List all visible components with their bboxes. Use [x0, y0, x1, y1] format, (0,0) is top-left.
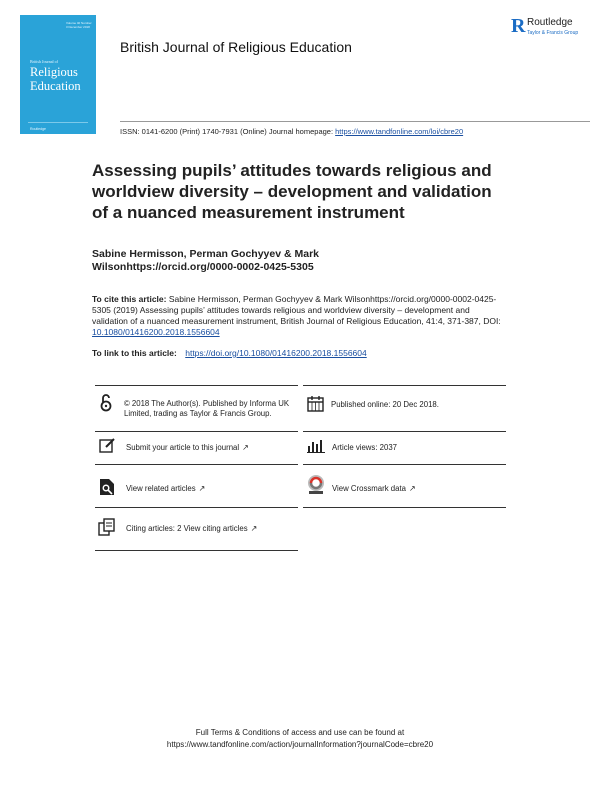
article-title: Assessing pupils’ attitudes towards religious and worldview diversity – development and validation of a nuanced measurement instrument [92, 161, 492, 222]
article-authors: Sabine Hermisson, Perman Gochyyev & Mark Wilsonhttps://orcid.org/0000-0002-0425-5305 [92, 248, 320, 273]
citing-articles-icon [98, 518, 116, 536]
journal-homepage-link[interactable]: https://www.tandfonline.com/loi/cbre20 [335, 127, 464, 136]
citation-doi-link[interactable]: 10.1080/01416200.2018.1556604 [92, 327, 220, 337]
article-link-label: To link to this article: [92, 348, 177, 358]
external-link-icon: ↗ [198, 484, 206, 493]
cover-title-line-1: Religious [30, 65, 78, 79]
journal-cover-image [20, 15, 96, 134]
citing-articles-label: Citing articles: 2 View citing articles [126, 524, 248, 533]
journal-title: British Journal of Religious Education [120, 39, 352, 55]
related-articles-label: View related articles [126, 484, 196, 493]
rule-right-1 [303, 385, 506, 386]
cover-issue-text: Volume 40 Number 3 December 2018 [66, 21, 92, 29]
citation-block [92, 294, 502, 338]
submit-article-link[interactable] [126, 443, 249, 453]
external-link-icon: ↗ [242, 443, 249, 452]
citation-label: To cite this article: [92, 294, 167, 304]
rule-right-4 [303, 507, 506, 508]
external-link-icon: ↗ [250, 524, 258, 533]
rule-left-2 [95, 431, 298, 432]
article-views: Article views: 2037 [332, 443, 398, 452]
cover-title [30, 65, 81, 93]
rule-right-3 [303, 464, 506, 465]
rule-left-1 [95, 385, 298, 386]
rule-left-5 [95, 550, 298, 551]
submit-article-label: Submit your article to this journal [126, 443, 240, 452]
footer-terms-url[interactable]: https://www.tandfonline.com/action/journalInformation?journalCode=cbre20 [166, 740, 434, 749]
rule-right-2 [303, 431, 506, 432]
crossmark-icon [307, 476, 325, 494]
published-online: Published online: 20 Dec 2018. [331, 400, 439, 409]
crossmark-link[interactable] [332, 484, 416, 494]
cover-title-line-2: Education [30, 79, 81, 93]
external-link-icon: ↗ [408, 484, 416, 493]
open-access-icon [97, 394, 115, 412]
routledge-logo[interactable] [511, 16, 591, 46]
license-text: © 2018 The Author(s). Published by Informa UK Limited, trading as Taylor & Francis Group. [124, 399, 290, 418]
related-articles-link[interactable] [126, 484, 205, 494]
article-link-line [92, 348, 367, 358]
article-doi-url[interactable]: https://doi.org/10.1080/01416200.2018.1556604 [185, 348, 367, 358]
publisher-name: Routledge [527, 17, 573, 28]
crossmark-label: View Crossmark data [332, 484, 406, 493]
issn-line [120, 127, 463, 136]
footer [100, 727, 500, 751]
publisher-tagline: Taylor & Francis Group [527, 30, 579, 36]
routledge-r-icon: R [511, 15, 526, 37]
rule-left-4 [95, 507, 298, 508]
footer-terms-text: Full Terms & Conditions of access and use can be found at [195, 728, 405, 737]
rule-left-3 [95, 464, 298, 465]
citing-articles-link[interactable] [126, 524, 257, 534]
issn-text: ISSN: 0141-6200 (Print) 1740-7931 (Online) Journal homepage: [120, 127, 334, 136]
related-articles-icon [98, 478, 116, 496]
cover-divider [28, 122, 88, 123]
citation-text: Sabine Hermisson, Perman Gochyyev & Mark Wilsonhttps://orcid.org/0000-0002-0425-5305 (2019) Assessing pupils’ attitudes towards religious and worldview diversity – development and validation of a nuanced measurement instrument, British Journal of Religious Education, 41:4, 371-387, DOI: [92, 294, 501, 326]
cover-small-text: British Journal of [30, 59, 58, 64]
cover-publisher-logo: Routledge [30, 127, 46, 131]
calendar-icon [306, 395, 324, 413]
header-divider [120, 121, 590, 122]
bar-chart-icon [307, 437, 325, 455]
edit-icon [98, 436, 116, 454]
